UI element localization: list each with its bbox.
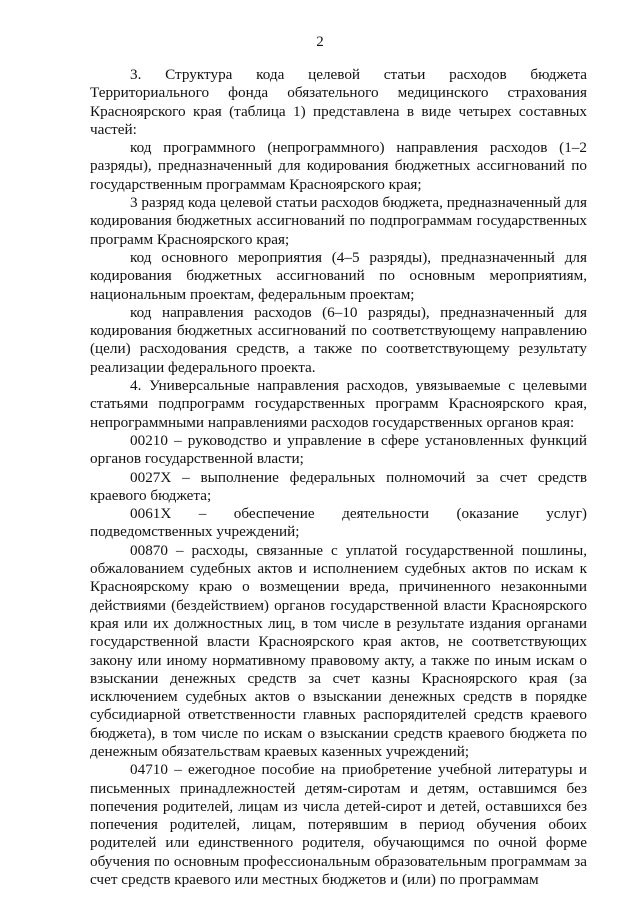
paragraph-code-0027x: 0027Х – выполнение федеральных полномочий за счет средств краевого бюджета; <box>90 468 587 504</box>
paragraph-code-00870: 00870 – расходы, связанные с уплатой государственной пошлины, обжалованием судебных актов и исполнением судебных актов по искам к Красноярскому краю о возмещении вреда, причиненного незаконными действиями (бездействием) органов государственной власти Красноярского края или их должностных лиц, в том числе в результате издания органами государственной власти Красноярского края актов, не соответствующих закону или иному нормативному правовому акту, а также по иным искам о взыскании денежных средств за счет казны Красноярского края (за исключением судебных актов о взыскании денежных средств в порядке субсидиарной ответственности главных распорядителей средств краевого бюджета), в том числе по искам о взыскании средств краевого бюджета по денежным обязательствам краевых казенных учреждений; <box>90 541 587 760</box>
paragraph-main-activity-code: код основного мероприятия (4–5 разряды), предназначенный для кодирования бюджетных ассигнований по основным мероприятиям, национальным проектам, федеральным проектам; <box>90 248 587 303</box>
paragraph-code-00210: 00210 – руководство и управление в сфере установленных функций органов государственной власти; <box>90 431 587 468</box>
page-number: 2 <box>316 34 324 50</box>
paragraph-code-04710: 04710 – ежегодное пособие на приобретение учебной литературы и письменных принадлежностей детям-сиротам и детям, оставшимся без попечения родителей, лицам из числа детей-сирот и детей, оставшихся без попечения родителей, лицам, потерявшим в период обучения обоих родителей или единственного родителя, обучающимся по очной форме обучения по основным профессиональным образовательным программам за счет средств краевого или местных бюджетов и (или) по программам <box>90 761 587 889</box>
paragraph-subprogram-digit: 3 разряд кода целевой статьи расходов бюджета, предназначенный для кодирования бюджетных ассигнований по подпрограммам государственных программ Красноярского края; <box>90 194 587 248</box>
paragraph-item-4-universal-directions: 4. Универсальные направления расходов, увязываемые с целевыми статьями подпрограмм государственных программ Красноярского края, непрограммными направлениями расходов государственных органов края: <box>90 377 587 431</box>
paragraph-item-3-structure: 3. Структура кода целевой статьи расходов бюджета Территориального фонда обязательного медицинского страхования Красноярского края (таблица 1) представлена в виде четырех составных частей: <box>90 66 587 138</box>
paragraph-program-code: код программного (непрограммного) направления расходов (1–2 разряды), предназначенный для кодирования бюджетных ассигнований по государственным программам Красноярского края; <box>90 139 587 193</box>
paragraph-code-0061x: 0061Х – обеспечение деятельности (оказание услуг) подведомственных учреждений; <box>90 505 587 541</box>
paragraph-expense-direction-code: код направления расходов (6–10 разряды), предназначенный для кодирования бюджетных ассигнований по соответствующему направлению (цели) расходования средств, а также по соответствующему результату реализации федерального проекта. <box>90 303 587 376</box>
document-body <box>90 66 587 889</box>
